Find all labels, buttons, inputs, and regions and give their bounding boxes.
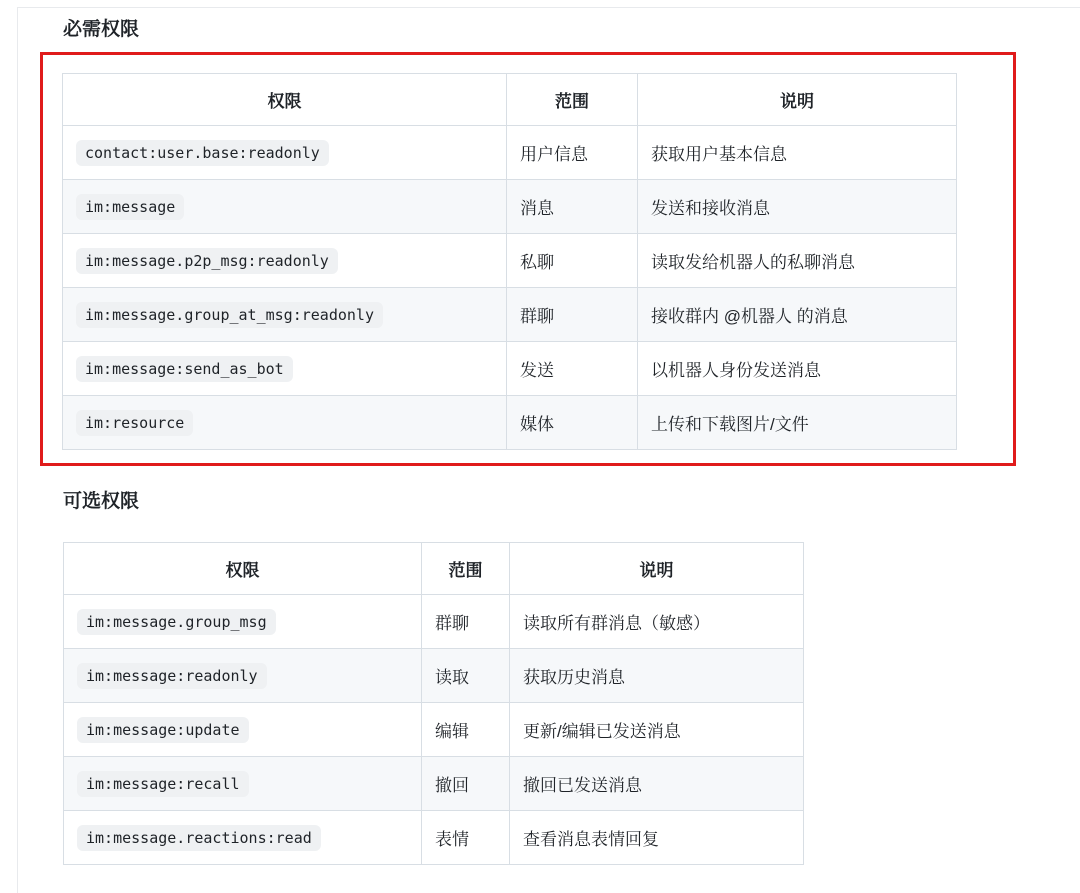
required-permissions-section: [18, 17, 1080, 466]
scope-cell: 私聊: [507, 234, 638, 288]
column-header-scope: 范围: [507, 74, 638, 126]
section-title-required: 必需权限: [63, 19, 140, 40]
permission-cell: [63, 126, 507, 180]
permission-code: im:message.p2p_msg:readonly: [76, 248, 338, 274]
permission-code: im:resource: [76, 410, 193, 436]
table-row: [63, 396, 957, 450]
optional-permissions-table: [63, 542, 804, 865]
permission-code: im:message:update: [77, 717, 249, 743]
permission-cell: [63, 234, 507, 288]
column-header-description: 说明: [510, 543, 804, 595]
table-row: [64, 811, 804, 865]
scope-cell: 撤回: [422, 757, 510, 811]
table-row: [64, 595, 804, 649]
scope-cell: 编辑: [422, 703, 510, 757]
description-cell: 接收群内 @机器人 的消息: [638, 288, 957, 342]
column-header-scope: 范围: [422, 543, 510, 595]
description-cell: 获取历史消息: [510, 649, 804, 703]
column-header-description: 说明: [638, 74, 957, 126]
permission-cell: [64, 811, 422, 865]
permission-code: im:message:readonly: [77, 663, 267, 689]
description-cell: 撤回已发送消息: [510, 757, 804, 811]
table-row: [63, 234, 957, 288]
description-cell: 查看消息表情回复: [510, 811, 804, 865]
table-row: [64, 757, 804, 811]
scope-cell: 媒体: [507, 396, 638, 450]
scope-cell: 发送: [507, 342, 638, 396]
permission-code: im:message.group_at_msg:readonly: [76, 302, 383, 328]
section-title-optional: 可选权限: [63, 491, 140, 512]
permission-code: im:message.reactions:read: [77, 825, 321, 851]
permission-code: im:message:recall: [77, 771, 249, 797]
scope-cell: 群聊: [507, 288, 638, 342]
permission-cell: [63, 396, 507, 450]
permission-code: contact:user.base:readonly: [76, 140, 329, 166]
scope-cell: 读取: [422, 649, 510, 703]
red-annotation-box: [40, 52, 1016, 466]
permission-code: im:message:send_as_bot: [76, 356, 293, 382]
scope-cell: 表情: [422, 811, 510, 865]
description-cell: 读取所有群消息（敏感）: [510, 595, 804, 649]
table-row: [63, 342, 957, 396]
scope-cell: 群聊: [422, 595, 510, 649]
permission-cell: [63, 288, 507, 342]
optional-permissions-section: [18, 489, 1080, 865]
scope-cell: 消息: [507, 180, 638, 234]
column-header-permission: 权限: [64, 543, 422, 595]
table-row: [64, 703, 804, 757]
description-cell: 读取发给机器人的私聊消息: [638, 234, 957, 288]
column-header-permission: 权限: [63, 74, 507, 126]
table-header-row: [63, 74, 957, 126]
table-row: [64, 649, 804, 703]
description-cell: 更新/编辑已发送消息: [510, 703, 804, 757]
table-header-row: [64, 543, 804, 595]
scope-cell: 用户信息: [507, 126, 638, 180]
permission-cell: [63, 180, 507, 234]
document-content-frame: [17, 7, 1080, 893]
permission-cell: [64, 649, 422, 703]
permission-cell: [64, 595, 422, 649]
permission-code: im:message.group_msg: [77, 609, 276, 635]
permission-code: im:message: [76, 194, 184, 220]
permission-cell: [64, 703, 422, 757]
permission-cell: [63, 342, 507, 396]
table-row: [63, 126, 957, 180]
table-row: [63, 180, 957, 234]
description-cell: 发送和接收消息: [638, 180, 957, 234]
description-cell: 以机器人身份发送消息: [638, 342, 957, 396]
description-cell: 上传和下载图片/文件: [638, 396, 957, 450]
permission-cell: [64, 757, 422, 811]
table-row: [63, 288, 957, 342]
required-permissions-table: [62, 73, 957, 450]
description-cell: 获取用户基本信息: [638, 126, 957, 180]
